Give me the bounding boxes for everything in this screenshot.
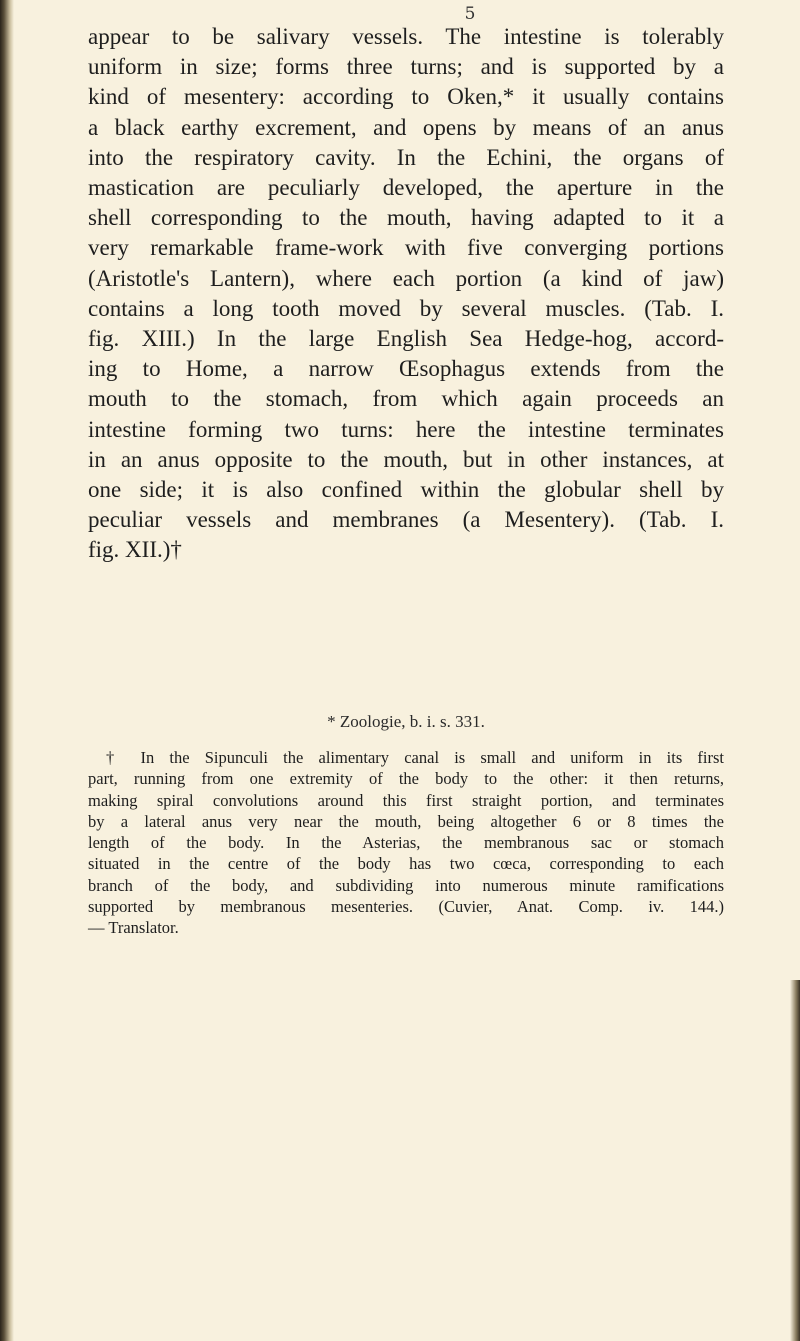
footnote-line: supported by membranous mesenteries. (Cuvier, Anat. Comp. iv. 144.) [88,897,724,917]
body-line: a black earthy excrement, and opens by means of an anus [88,114,724,140]
body-line: intestine forming two turns: here the intestine terminates [88,416,724,442]
body-line: shell corresponding to the mouth, having adapted to it a [88,205,724,231]
binding-shadow [0,0,14,1341]
body-line: fig. XII.)† [88,537,182,563]
body-line: in an anus opposite to the mouth, but in other instances, at [88,446,724,472]
body-line: one side; it is also confined within the globular shell by [88,477,724,503]
footnote-line: † In the Sipunculi the alimentary canal is small and uniform in its first [106,748,724,767]
body-line: mouth to the stomach, from which again proceeds an [88,386,724,412]
footnote-line: part, running from one extremity of the body to the other: it then returns, [88,769,724,789]
footnote-line: by a lateral anus very near the mouth, being altogether 6 or 8 times the [88,811,724,831]
body-line: ing to Home, a narrow Œsophagus extends from the [88,356,724,382]
body-line: (Aristotle's Lantern), where each portion (a kind of jaw) [88,265,724,291]
footnote-line: length of the body. In the Asterias, the membranous sac or stomach [88,833,724,853]
page-edge-shadow [790,980,800,1341]
page-number: 5 [464,4,476,24]
body-line: peculiar vessels and membranes (a Mesentery). (Tab. I. [88,507,724,533]
footnote-star: * Zoologie, b. i. s. 331. [327,712,485,731]
body-text [88,22,724,566]
body-line: kind of mesentery: according to Oken,* it usually contains [88,84,724,110]
body-line: into the respiratory cavity. In the Echini, the organs of [88,144,724,170]
footnote-dagger [88,747,724,939]
body-line: fig. XIII.) In the large English Sea Hedge-hog, accord- [88,326,724,352]
body-line: uniform in size; forms three turns; and is supported by a [88,54,724,80]
footnote-line: situated in the centre of the body has two cœca, corresponding to each [88,854,724,874]
footnote-line: — Translator. [88,918,179,938]
footnote-line: branch of the body, and subdividing into numerous minute ramifications [88,875,724,895]
body-line: very remarkable frame-work with five converging portions [88,235,724,261]
footnote-line: making spiral convolutions around this first straight portion, and terminates [88,790,724,810]
body-line: appear to be salivary vessels. The intestine is tolerably [88,24,724,49]
body-line: mastication are peculiarly developed, the aperture in the [88,175,724,201]
body-line: contains a long tooth moved by several muscles. (Tab. I. [88,295,724,321]
